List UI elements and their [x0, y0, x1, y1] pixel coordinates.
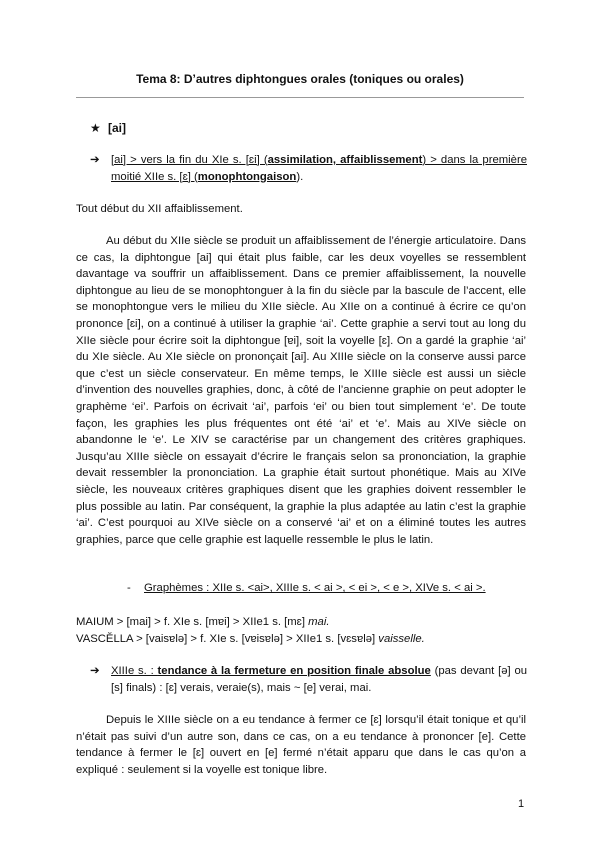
bullet1-part2: ) > dans la première moitié XIIe s. [ɛ] (	[111, 154, 527, 183]
example-maium	[76, 614, 526, 631]
graphemes-line: Graphèmes : XIIe s. <ai>, XIIIe s. < ai >, < ei >, < e >, XIVe s. < ai >.	[144, 582, 486, 594]
arrow-right-icon: ➔	[90, 154, 100, 166]
page-title: Tema 8: D’autres diphtongues orales (toniques ou orales)	[136, 72, 464, 86]
bullet2-part2: (pas devant [ǝ] ou [s] finals) : [ɛ] verais, veraie(s), mais ~ [e] verai, mai.	[111, 665, 528, 694]
bullet1-bold2: monophtongaison	[197, 170, 297, 183]
paragraph-fermeture: Depuis le XIIIe siècle on a eu tendance à fermer ce [ɛ] lorsqu’il était tonique et qu’il n’était pas suivi d’un autre son, dans ce cas, on a eu tendance à prononcer [e]. Cette tendance à fermer le [ɛ] ouvert en [e] fermé n’était apparu que dans le cas qu’on a expliqué : seulement si la voyelle est tonique libre.	[76, 714, 526, 776]
paragraph-affaiblissement: Au début du XIIe siècle se produit un affaiblissement de l’énergie articulatoire. Dans ce cas, la diphtongue [ai] qui était plus faible, car les deux voyelles se ressemblent davantage va souffrir un affaiblissement. Dans ce premier affaiblissement, la nouvelle diphtongue au lieu de se monophtonguer à la fin du siècle par la bascule de l’accent, elle se monophtongue vers le milieu du XIIe siècle. Au XIIe on a continué à écrire ce qu’on prononce [ɛi], on a continué à utiliser la graphie ‘ai’. Cette graphie a servi tout au long du XIIe siècle pour écrire soit la diphtongue [ɐi], soit la voyelle [ɛ]. On a gardé la graphie ‘ai’ du XIe siècle. Au XIe siècle on prononçait [ai]. Au XIIIe siècle on la conserve aussi parce que c’est un siècle conservateur. En même temps, le XIIIe siècle est aussi un siècle d’invention des nouvelles graphies, donc, à côté de l’ancienne graphie on peut adopter le graphème ‘ei’. Parfois on écrivait ‘ai’, parfois ‘ei’ ou bien tout simplement ‘e’. De toute façon, les graphies les plus fréquentes ont été ‘ai’ et ‘e’. Mais au XIVe siècle on abandonne le ‘e’. Le XIV se caractérise par un changement des critères graphiques. Jusqu’au XIIIe siècle on essayait d’écrire le français selon sa prononciation, la graphie devait ressembler la prononciation. La graphie était surtout phonétique. Mais au XIVe siècle, les nouveaux critères graphiques disent que les graphies doivent ressembler le plus possible au latin. Par conséquent, la graphie la plus adaptée au latin c’est la graphie ‘ai’. C’est pourquoi au XIVe siècle on a conservé ‘ai’ et on a éliminé toutes les autres graphies, parce que celle graphie est laquelle ressemble le plus le latin.	[76, 235, 526, 546]
bullet2-bold1: tendance à la fermeture en position finale absolue	[157, 665, 431, 677]
title-divider	[76, 97, 524, 98]
bullet1-bold1: assimilation, affaiblissement	[267, 154, 423, 166]
example-maium-word: mai.	[308, 616, 330, 628]
example-maium-text: MAIUM > [mai] > f. XIe s. [mɐi] > XIIe1 s. [mɛ]	[76, 616, 309, 628]
example-vascella	[76, 631, 526, 648]
star-icon: ★	[90, 121, 101, 135]
arrow-right-icon: ➔	[90, 665, 100, 677]
tout-debut-line: Tout début du XII affaiblissement.	[76, 203, 243, 215]
list-dash: -	[127, 582, 131, 594]
bullet-assimilation	[111, 152, 527, 185]
example-vascella-word: vaisselle.	[378, 633, 425, 645]
bullet1-part1: [ai] > vers la fin du XIe s. [ɛi] (	[111, 154, 268, 166]
section-heading: [ai]	[108, 121, 126, 135]
page-number: 1	[518, 798, 525, 810]
bullet-fermeture	[111, 663, 527, 696]
bullet2-part1: XIIIe s. :	[111, 665, 158, 677]
bullet1-part3: ).	[296, 170, 304, 183]
example-vascella-text: VASCĔLLA > [vaisɐlǝ] > f. XIe s. [vɐisɐlǝ] > XIIe1 s. [vɛsɐlǝ]	[76, 633, 379, 645]
